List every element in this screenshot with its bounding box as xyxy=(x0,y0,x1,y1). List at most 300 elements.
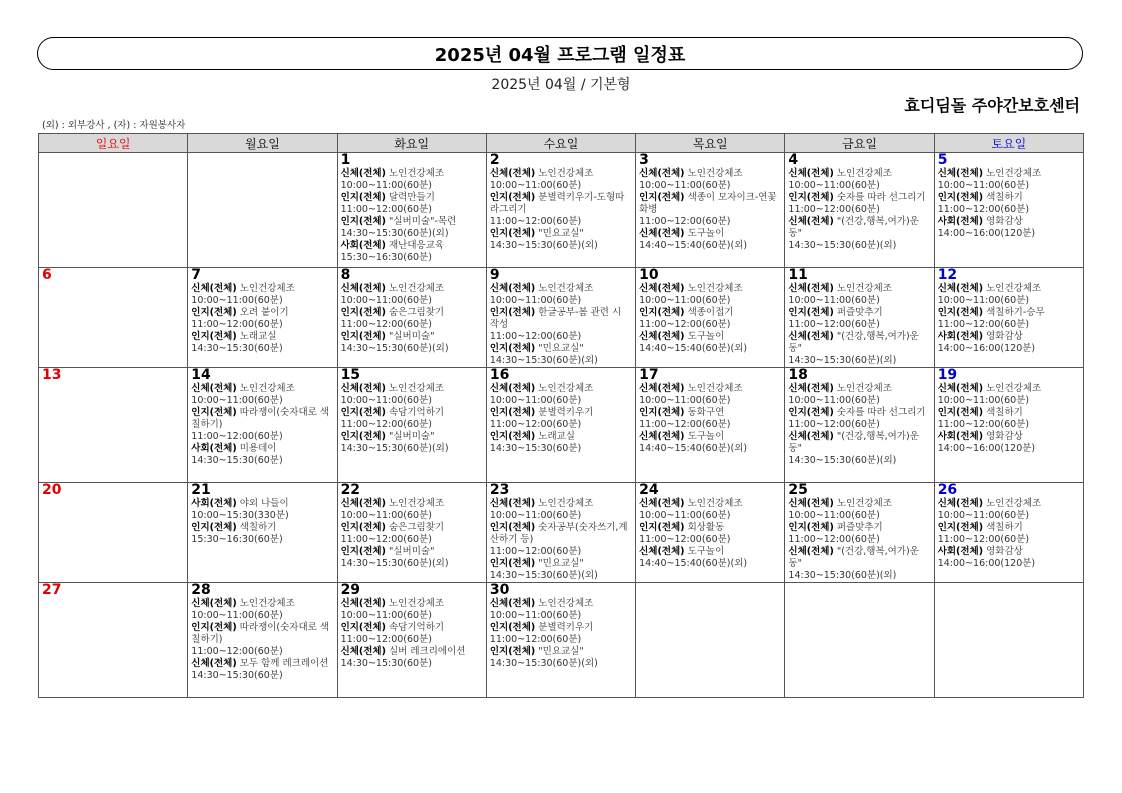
program-name: 실버 레크리에이션 xyxy=(389,646,466,657)
program-name: 색칠하기 xyxy=(239,522,277,533)
program-time: 15:30~16:30(60분) xyxy=(340,252,432,263)
program-category: 신체(전체) xyxy=(788,331,834,342)
program-time: 11:00~12:00(60분) xyxy=(489,419,582,430)
day-number: 30 xyxy=(489,582,510,598)
program-time: 10:00~11:00(60분) xyxy=(489,510,582,521)
program-category: 인지(전체) xyxy=(937,522,984,533)
program-name: 속담기억하기 xyxy=(389,622,445,633)
program-name: 노인건강체조 xyxy=(986,168,1042,179)
day-cell xyxy=(39,368,188,483)
program-category: 인지(전체) xyxy=(639,522,685,533)
program-name: 숨은그림찾기 xyxy=(389,307,445,318)
program-time: 14:30~15:30(60분)(외) xyxy=(788,570,897,581)
program-entry xyxy=(788,331,931,367)
day-number: 22 xyxy=(340,482,361,498)
program-name: 노인건강체조 xyxy=(538,383,594,394)
program-category: 인지(전체) xyxy=(191,622,237,633)
program-entry xyxy=(788,283,931,307)
program-time: 11:00~12:00(60분) xyxy=(489,216,582,227)
program-entry xyxy=(639,192,782,228)
program-name: 숫자를 따라 선그리기 xyxy=(836,192,926,203)
program-entry xyxy=(938,431,1081,455)
program-name: 노인건강체조 xyxy=(538,598,594,609)
program-entry xyxy=(639,228,782,252)
weekday-header: 일요일 xyxy=(39,134,188,153)
weekday-header: 화요일 xyxy=(337,134,486,153)
program-category: 인지(전체) xyxy=(489,407,536,418)
program-name: 노인건강체조 xyxy=(389,498,445,509)
program-entry xyxy=(938,283,1081,307)
program-category: 인지(전체) xyxy=(340,216,386,227)
program-entry xyxy=(341,407,484,431)
program-time: 11:00~12:00(60분) xyxy=(340,319,432,330)
program-time: 10:00~11:00(60분) xyxy=(340,610,432,621)
day-cell xyxy=(785,268,934,368)
program-category: 사회(전체) xyxy=(937,216,984,227)
program-name: 영화감상 xyxy=(986,216,1023,227)
program-time: 10:00~11:00(60분) xyxy=(340,395,432,406)
program-time: 10:00~11:00(60분) xyxy=(937,295,1030,306)
day-cell xyxy=(39,153,188,268)
day-cell xyxy=(636,153,785,268)
program-time: 10:00~11:00(60분) xyxy=(489,295,582,306)
program-entry xyxy=(341,646,484,670)
program-name: 영화감상 xyxy=(986,431,1023,442)
day-cell xyxy=(934,368,1083,483)
program-name: "실버미술"-목련 xyxy=(389,216,457,227)
program-entry xyxy=(490,646,633,670)
program-entry xyxy=(490,558,633,582)
program-time: 11:00~12:00(60분) xyxy=(788,419,880,430)
day-number: 12 xyxy=(937,267,958,283)
program-entry xyxy=(490,622,633,646)
program-time: 11:00~12:00(60분) xyxy=(340,204,432,215)
day-number: 1 xyxy=(340,152,351,168)
program-category: 신체(전체) xyxy=(937,283,984,294)
program-name: 색칠하기-승무 xyxy=(986,307,1045,318)
program-category: 신체(전체) xyxy=(489,498,536,509)
program-name: 영화감상 xyxy=(986,331,1023,342)
day-number: 13 xyxy=(42,367,62,383)
program-time: 14:00~16:00(120분) xyxy=(937,443,1036,454)
program-category: 신체(전체) xyxy=(340,283,386,294)
program-name: 노인건강체조 xyxy=(687,498,743,509)
program-category: 신체(전체) xyxy=(489,283,536,294)
day-cell xyxy=(486,268,635,368)
day-cell xyxy=(39,583,188,698)
program-time: 11:00~12:00(60분) xyxy=(191,646,283,657)
program-name: 노인건강체조 xyxy=(389,168,445,179)
program-entry xyxy=(341,240,484,264)
program-entry xyxy=(490,598,633,622)
program-entry xyxy=(341,307,484,331)
program-name: 노인건강체조 xyxy=(687,168,743,179)
program-entry xyxy=(788,216,931,252)
day-number: 18 xyxy=(788,367,808,383)
day-number: 4 xyxy=(788,152,799,168)
legend-note: (외) : 외부강사 , (자) : 자원봉사자 xyxy=(42,120,186,131)
program-category: 인지(전체) xyxy=(340,622,386,633)
program-entry xyxy=(341,522,484,546)
program-time: 10:00~11:00(60분) xyxy=(788,395,880,406)
program-name: 노인건강체조 xyxy=(538,168,594,179)
program-time: 14:30~15:30(60분)(외) xyxy=(489,240,598,251)
program-time: 10:00~11:00(60분) xyxy=(639,180,731,191)
day-cell xyxy=(785,368,934,483)
program-entry xyxy=(938,331,1081,355)
program-category: 사회(전체) xyxy=(937,546,984,557)
day-cell xyxy=(636,368,785,483)
day-cell xyxy=(39,483,188,583)
program-time: 14:30~15:30(60분)(외) xyxy=(788,455,897,466)
program-entry xyxy=(490,192,633,228)
program-category: 인지(전체) xyxy=(340,331,386,342)
day-number: 9 xyxy=(489,267,500,283)
program-entry xyxy=(788,192,931,216)
program-name: "민요교실" xyxy=(538,228,584,239)
program-time: 10:00~11:00(60분) xyxy=(489,610,582,621)
program-category: 인지(전체) xyxy=(639,407,685,418)
day-number: 10 xyxy=(639,267,659,283)
program-entry xyxy=(341,546,484,570)
program-time: 14:40~15:40(60분)(외) xyxy=(639,240,748,251)
program-time: 11:00~12:00(60분) xyxy=(639,419,731,430)
program-category: 신체(전체) xyxy=(788,168,834,179)
day-cell xyxy=(486,153,635,268)
day-number: 8 xyxy=(340,267,351,283)
program-category: 인지(전체) xyxy=(191,522,237,533)
program-entry xyxy=(788,546,931,582)
program-name: 색종이 모자이크-연꽃 화병 xyxy=(639,192,777,215)
program-entry xyxy=(191,307,334,331)
program-entry xyxy=(490,168,633,192)
day-cell xyxy=(337,583,486,698)
program-category: 신체(전체) xyxy=(639,283,685,294)
program-time: 10:00~11:00(60분) xyxy=(937,180,1030,191)
program-time: 14:30~15:30(60분)(외) xyxy=(489,658,598,669)
program-time: 10:00~11:00(60분) xyxy=(937,510,1030,521)
program-category: 인지(전체) xyxy=(788,407,834,418)
program-entry xyxy=(191,622,334,658)
program-category: 인지(전체) xyxy=(489,622,536,633)
program-time: 14:30~15:30(60분) xyxy=(191,455,283,466)
program-entry xyxy=(490,283,633,307)
day-cell xyxy=(486,583,635,698)
program-category: 신체(전체) xyxy=(937,383,984,394)
program-category: 신체(전체) xyxy=(937,498,984,509)
program-category: 인지(전체) xyxy=(340,407,386,418)
program-time: 10:00~11:00(60분) xyxy=(788,180,880,191)
program-category: 사회(전체) xyxy=(340,240,386,251)
program-time: 10:00~11:00(60분) xyxy=(639,510,731,521)
week-row xyxy=(39,483,1084,583)
program-time: 11:00~12:00(60분) xyxy=(788,534,880,545)
program-entry xyxy=(341,431,484,455)
program-category: 신체(전체) xyxy=(639,383,685,394)
program-time: 10:00~15:30(330분) xyxy=(191,510,289,521)
program-entry xyxy=(639,522,782,546)
program-name: "(건강,행복,여가)운동" xyxy=(788,331,919,354)
program-time: 10:00~11:00(60분) xyxy=(340,180,432,191)
program-name: 노인건강체조 xyxy=(538,498,594,509)
day-number: 19 xyxy=(937,367,958,383)
program-entry xyxy=(788,431,931,467)
program-entry xyxy=(191,407,334,443)
day-number: 21 xyxy=(191,482,211,498)
program-name: "민요교실" xyxy=(538,646,584,657)
program-time: 14:40~15:40(60분)(외) xyxy=(639,443,748,454)
program-entry xyxy=(341,498,484,522)
program-time: 11:00~12:00(60분) xyxy=(191,431,283,442)
program-entry xyxy=(938,168,1081,192)
program-time: 11:00~12:00(60분) xyxy=(191,319,283,330)
program-category: 신체(전체) xyxy=(489,168,536,179)
program-name: 색칠하기 xyxy=(986,407,1023,418)
program-category: 인지(전체) xyxy=(489,192,536,203)
program-time: 10:00~11:00(60분) xyxy=(191,395,283,406)
program-time: 14:30~15:30(60분) xyxy=(191,343,283,354)
day-number: 7 xyxy=(191,267,202,283)
program-name: 도구놀이 xyxy=(687,431,725,442)
program-time: 14:30~15:30(60분)(외) xyxy=(340,443,449,454)
program-entry xyxy=(639,407,782,431)
day-cell xyxy=(337,483,486,583)
program-time: 14:30~15:30(60분)(외) xyxy=(340,558,449,569)
program-entry xyxy=(191,522,334,546)
program-name: 분별력키우기 xyxy=(538,407,594,418)
program-entry xyxy=(191,331,334,355)
program-entry xyxy=(341,216,484,240)
program-entry xyxy=(490,343,633,367)
weekday-header: 금요일 xyxy=(785,134,934,153)
weekday-header-row xyxy=(39,134,1084,153)
program-name: "(건강,행복,여가)운동" xyxy=(788,546,919,569)
program-time: 11:00~12:00(60분) xyxy=(788,319,880,330)
day-cell xyxy=(785,583,934,698)
weekday-header: 월요일 xyxy=(188,134,337,153)
program-entry xyxy=(341,192,484,216)
program-time: 14:30~15:30(60분)(외) xyxy=(489,570,598,581)
weekday-header: 수요일 xyxy=(486,134,635,153)
day-cell xyxy=(486,483,635,583)
program-time: 10:00~11:00(60분) xyxy=(191,295,283,306)
program-time: 14:30~15:30(60분) xyxy=(340,658,432,669)
program-entry xyxy=(639,307,782,331)
program-time: 10:00~11:00(60분) xyxy=(788,510,880,521)
program-time: 11:00~12:00(60분) xyxy=(639,319,731,330)
program-entry xyxy=(490,383,633,407)
program-entry xyxy=(639,546,782,570)
day-number: 5 xyxy=(937,152,948,168)
program-entry xyxy=(639,283,782,307)
program-time: 14:40~15:40(60분)(외) xyxy=(639,343,748,354)
program-category: 인지(전체) xyxy=(937,307,984,318)
program-category: 인지(전체) xyxy=(489,522,536,533)
day-cell xyxy=(486,368,635,483)
program-name: 색종이접기 xyxy=(687,307,734,318)
program-name: 노인건강체조 xyxy=(239,383,295,394)
program-name: 색칠하기 xyxy=(986,522,1023,533)
program-name: 따라쟁이(숫자대로 색칠하기) xyxy=(191,407,330,430)
program-time: 14:40~15:40(60분)(외) xyxy=(639,558,748,569)
program-time: 14:30~15:30(60분)(외) xyxy=(788,355,897,366)
program-entry xyxy=(639,383,782,407)
program-name: "(건강,행복,여가)운동" xyxy=(788,216,919,239)
program-name: 노인건강체조 xyxy=(836,383,892,394)
program-category: 신체(전체) xyxy=(340,646,386,657)
program-category: 인지(전체) xyxy=(937,192,984,203)
program-time: 11:00~12:00(60분) xyxy=(639,216,731,227)
program-entry xyxy=(788,383,931,407)
program-category: 인지(전체) xyxy=(489,646,536,657)
program-category: 인지(전체) xyxy=(340,192,386,203)
program-name: "실버미술" xyxy=(389,331,435,342)
program-entry xyxy=(938,216,1081,240)
program-name: "실버미술" xyxy=(389,546,435,557)
program-name: 도구놀이 xyxy=(687,228,725,239)
program-category: 인지(전체) xyxy=(191,307,237,318)
day-cell xyxy=(636,583,785,698)
program-name: 노인건강체조 xyxy=(986,283,1042,294)
program-entry xyxy=(490,307,633,343)
program-category: 신체(전체) xyxy=(788,431,834,442)
weekday-header: 목요일 xyxy=(636,134,785,153)
program-entry xyxy=(788,498,931,522)
week-row xyxy=(39,583,1084,698)
day-number: 3 xyxy=(639,152,649,168)
day-cell xyxy=(934,268,1083,368)
program-entry xyxy=(788,522,931,546)
program-time: 11:00~12:00(60분) xyxy=(340,534,432,545)
page-title: 2025년 04월 프로그램 일정표 xyxy=(37,37,1083,70)
program-name: 노인건강체조 xyxy=(986,383,1042,394)
day-number: 14 xyxy=(191,367,211,383)
calendar-table xyxy=(38,133,1084,698)
program-time: 14:30~15:30(60분)(외) xyxy=(340,343,449,354)
program-time: 14:30~15:30(60분)(외) xyxy=(489,355,598,366)
program-name: 영화감상 xyxy=(986,546,1023,557)
program-name: 색칠하기 xyxy=(986,192,1023,203)
program-entry xyxy=(490,431,633,455)
program-time: 14:00~16:00(120분) xyxy=(937,228,1036,239)
day-number: 24 xyxy=(639,482,659,498)
program-entry xyxy=(490,407,633,431)
day-number: 28 xyxy=(191,582,211,598)
program-name: 한글공부-봄 관련 시 작성 xyxy=(489,307,622,330)
program-entry xyxy=(938,407,1081,431)
day-number: 26 xyxy=(937,482,958,498)
program-name: 노인건강체조 xyxy=(836,168,892,179)
program-time: 10:00~11:00(60분) xyxy=(639,395,731,406)
program-entry xyxy=(341,383,484,407)
program-entry xyxy=(639,168,782,192)
program-time: 10:00~11:00(60분) xyxy=(639,295,731,306)
program-name: 숫자공부(숫자쓰기,계산하기 등) xyxy=(489,522,628,545)
program-name: 야외 나들이 xyxy=(239,498,289,509)
program-name: 도구놀이 xyxy=(687,331,725,342)
program-entry xyxy=(788,168,931,192)
program-name: 노인건강체조 xyxy=(239,283,295,294)
program-category: 신체(전체) xyxy=(191,383,237,394)
program-category: 신체(전체) xyxy=(340,598,386,609)
program-entry xyxy=(490,228,633,252)
program-category: 인지(전체) xyxy=(489,228,536,239)
program-time: 11:00~12:00(60분) xyxy=(489,546,582,557)
program-category: 신체(전체) xyxy=(788,546,834,557)
program-time: 11:00~12:00(60분) xyxy=(937,534,1030,545)
program-time: 10:00~11:00(60분) xyxy=(340,510,432,521)
program-entry xyxy=(938,546,1081,570)
day-cell xyxy=(785,483,934,583)
program-category: 신체(전체) xyxy=(191,598,237,609)
program-category: 인지(전체) xyxy=(788,192,834,203)
program-name: 노인건강체조 xyxy=(836,498,892,509)
program-name: "민요교실" xyxy=(538,558,584,569)
program-category: 인지(전체) xyxy=(340,546,386,557)
day-cell xyxy=(337,268,486,368)
program-time: 11:00~12:00(60분) xyxy=(788,204,880,215)
program-category: 신체(전체) xyxy=(191,283,237,294)
program-name: 모두 함께 레크레이션 xyxy=(239,658,329,669)
program-name: 노인건강체조 xyxy=(687,383,743,394)
program-time: 10:00~11:00(60분) xyxy=(191,610,283,621)
day-number: 23 xyxy=(489,482,510,498)
program-name: 숫자를 따라 선그리기 xyxy=(836,407,926,418)
program-category: 신체(전체) xyxy=(191,658,237,669)
program-entry xyxy=(788,307,931,331)
program-entry xyxy=(490,498,633,522)
program-time: 14:30~15:30(60분) xyxy=(191,670,283,681)
program-category: 인지(전체) xyxy=(489,431,536,442)
program-name: 노인건강체조 xyxy=(687,283,743,294)
program-category: 사회(전체) xyxy=(191,498,237,509)
day-cell xyxy=(337,153,486,268)
program-name: 분별력키우기 xyxy=(538,622,594,633)
day-number: 20 xyxy=(42,482,62,498)
center-name: 효디딤돌 주야간보호센터 xyxy=(904,96,1080,115)
day-number: 2 xyxy=(489,152,500,168)
program-time: 14:30~15:30(60분)(외) xyxy=(788,240,897,251)
program-category: 신체(전체) xyxy=(639,431,685,442)
program-category: 인지(전체) xyxy=(489,558,536,569)
program-entry xyxy=(938,383,1081,407)
program-time: 11:00~12:00(60분) xyxy=(340,634,432,645)
program-category: 신체(전체) xyxy=(340,168,386,179)
program-entry xyxy=(938,498,1081,522)
program-time: 10:00~11:00(60분) xyxy=(489,395,582,406)
program-name: 회상활동 xyxy=(687,522,725,533)
program-name: 노래교실 xyxy=(239,331,277,342)
program-entry xyxy=(341,283,484,307)
program-category: 신체(전체) xyxy=(639,168,685,179)
program-time: 11:00~12:00(60분) xyxy=(340,419,432,430)
program-name: 노인건강체조 xyxy=(239,598,295,609)
program-category: 인지(전체) xyxy=(639,192,685,203)
program-time: 11:00~12:00(60분) xyxy=(639,534,731,545)
program-time: 10:00~11:00(60분) xyxy=(340,295,432,306)
week-row xyxy=(39,368,1084,483)
day-cell xyxy=(934,483,1083,583)
day-cell xyxy=(785,153,934,268)
day-number: 27 xyxy=(42,582,62,598)
program-name: 노인건강체조 xyxy=(538,283,594,294)
program-time: 10:00~11:00(60분) xyxy=(788,295,880,306)
program-name: 노인건강체조 xyxy=(389,283,445,294)
day-number: 29 xyxy=(340,582,361,598)
program-category: 인지(전체) xyxy=(639,307,685,318)
program-category: 신체(전체) xyxy=(340,498,386,509)
day-cell xyxy=(934,153,1083,268)
